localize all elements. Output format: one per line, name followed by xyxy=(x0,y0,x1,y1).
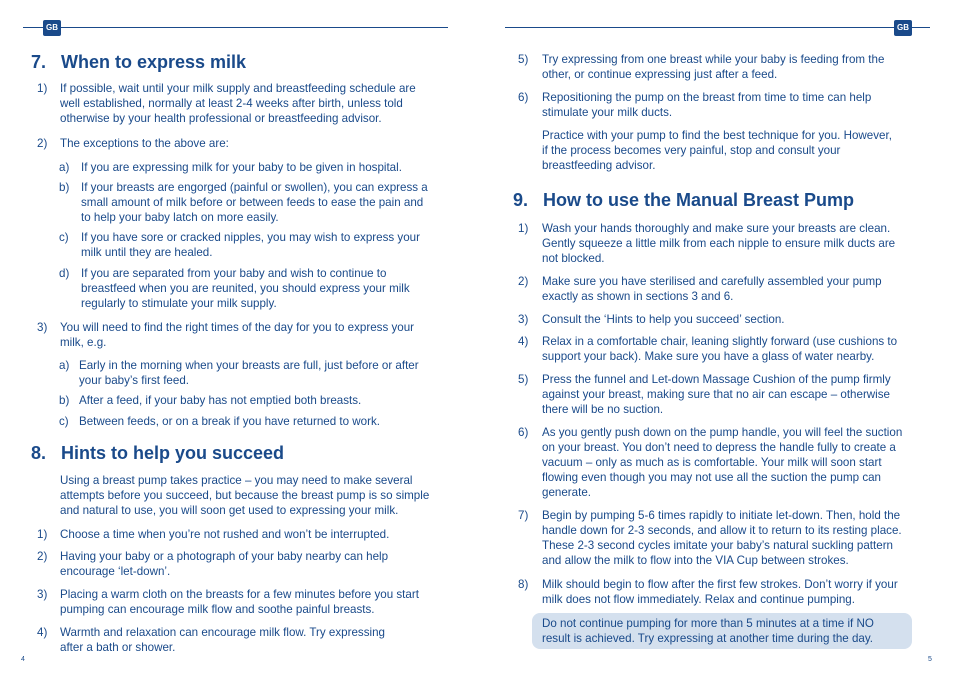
section-number: 9. xyxy=(513,190,529,210)
list-item: 1) Choose a time when you’re not rushed and won’t be interrupted. xyxy=(37,528,390,541)
header-rule xyxy=(23,27,448,28)
section-title: Hints to help you succeed xyxy=(61,443,285,463)
list-item: a) If you are expressing milk for your baby to be given in hospital. xyxy=(59,161,402,174)
section-title: When to express milk xyxy=(61,52,247,72)
lang-badge: GB xyxy=(43,20,61,36)
list-item: 3) Placing a warm cloth on the breasts for a few minutes before you start pumping can encourage milk flow and soothe painful breasts. xyxy=(37,588,419,616)
list-item: 5) Press the funnel and Let-down Massage Cushion of the pump firmly against your breast, making sure that no air can escape – otherwise there will be no suction. xyxy=(518,373,891,416)
list-item: 4) Warmth and relaxation can encourage milk flow. Try expressing after a bath or shower. xyxy=(37,626,385,654)
list-item: 2) Make sure you have sterilised and carefully assembled your pump exactly as shown in sections 3 and 6. xyxy=(518,275,882,303)
list-item: d) If you are separated from your baby and wish to continue to breastfeed when you are reunited, you should express your milk regularly to stimulate your milk supply. xyxy=(59,267,410,310)
section-8-intro: Using a breast pump takes practice – you may need to make several attempts before you succeed, but because the breast pump is so simple and natural to use, you will soon get used to expressing your milk. xyxy=(60,474,430,517)
list-item: c) Between feeds, or on a break if you have returned to work. xyxy=(59,415,380,428)
list-item: c) If you have sore or cracked nipples, you may wish to express your milk until they are healed. xyxy=(59,231,420,259)
page-number: 5 xyxy=(928,656,932,663)
list-item: 8) Milk should begin to flow after the first few strokes. Don’t worry if your milk does not flow immediately. Relax and continue pumping. xyxy=(518,578,898,606)
warning-note-text: Do not continue pumping for more than 5 minutes at a time if NO result is achieved. Try expressing at another time during the day. xyxy=(542,617,874,645)
list-item: 1) If possible, wait until your milk supply and breastfeeding schedule are well established, normally at least 2-4 weeks after birth, unless told otherwise by your health professional or breastfeeding advisor. xyxy=(37,82,416,125)
section-7-heading xyxy=(31,52,246,73)
section-number: 8. xyxy=(31,443,47,463)
list-item: 6) Repositioning the pump on the breast from time to time can help stimulate your milk ducts. xyxy=(518,91,872,119)
list-item: 2) Having your baby or a photograph of your baby nearby can help encourage ‘let-down’. xyxy=(37,550,389,578)
list-item: 6) As you gently push down on the pump handle, you will feel the suction on your breast. You don’t need to depress the handle fully to create a vacuum – only as much as is comfortable. Your milk will soon start flowing even though you may not use all the suction the pump can generate. xyxy=(518,426,903,499)
list-item: 4) Relax in a comfortable chair, leaning slightly forward (use cushions to support your back). Make sure you have a glass of water nearby. xyxy=(518,335,898,363)
lang-badge: GB xyxy=(894,20,912,36)
list-item: 7) Begin by pumping 5-6 times rapidly to initiate let-down. Then, hold the handle down for 2-3 seconds, and allow it to return to its resting place. These 2-3 second cycles imitate your baby’s natural suckling pattern and allow the milk to flow into the VIA Cup between strokes. xyxy=(518,509,902,567)
section-9-heading xyxy=(513,190,854,211)
list-item: b) If your breasts are engorged (painful or swollen), you can express a small amount of milk before or between feeds to ease the pain and to help your baby latch on more easily. xyxy=(59,181,428,224)
section-number: 7. xyxy=(31,52,47,72)
practice-paragraph: Practice with your pump to find the best technique for you. However, if the process becomes very painful, stop and consult your breastfeeding advisor. xyxy=(542,129,892,172)
warning-note xyxy=(532,613,912,649)
list-item: 1) Wash your hands thoroughly and make sure your breasts are clean. Gently squeeze a little milk from each nipple to ensure milk ducts are not blocked. xyxy=(518,222,896,265)
list-item: 3) Consult the ‘Hints to help you succeed’ section. xyxy=(518,313,785,326)
page-number: 4 xyxy=(21,656,25,663)
section-8-heading xyxy=(31,443,284,464)
list-item: 3) You will need to find the right times of the day for you to express your milk, e.g. xyxy=(37,321,415,349)
list-item: a) Early in the morning when your breasts are full, just before or after your baby’s first feed. xyxy=(59,359,419,387)
list-item: b) After a feed, if your baby has not emptied both breasts. xyxy=(59,394,362,407)
header-rule xyxy=(505,27,930,28)
list-item: 5) Try expressing from one breast while your baby is feeding from the other, or continue expressing just after a feed. xyxy=(518,53,885,81)
section-title: How to use the Manual Breast Pump xyxy=(543,190,855,210)
list-item: 2) The exceptions to the above are: xyxy=(37,137,229,150)
